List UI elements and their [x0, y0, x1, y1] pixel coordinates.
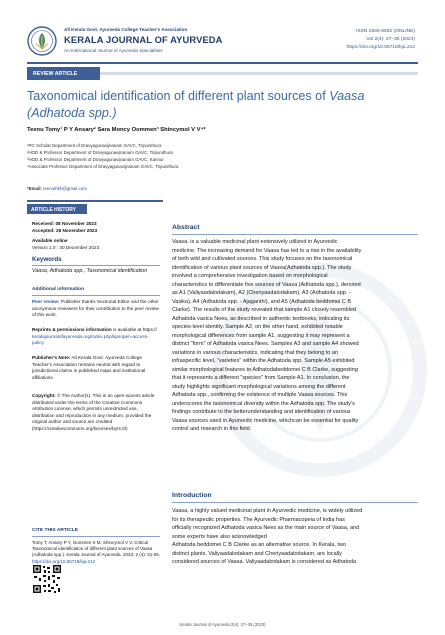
intro-line: officially recognized Adhatoda vasica Nees as the main source of Vaasa, and — [172, 525, 360, 531]
cite-heading: CITE THIS ARTICLE — [32, 528, 79, 533]
reprints-link[interactable]: keralajournalofayurveda.org/index.php/kja/open-access-policy — [32, 333, 149, 346]
abstract-line: Vaasa, is a valuable medicinal plant extensively utilized in Ayurvedic — [172, 239, 338, 245]
affiliation-1: ¹PG Scholar Department of Dravyagunavijnanam GAVC, Tripunithura — [27, 143, 162, 148]
abstract-line: that it represents a different "species" from Sample A1. In conclusion, the — [172, 375, 350, 381]
header-divider — [27, 62, 418, 64]
doi-link[interactable]: https://doi.org/10.55718/kja.212 — [346, 45, 415, 50]
cite-divider — [32, 536, 160, 537]
abstract-line: species-level identity. Sample A2, on the other hand, exhibited notable — [172, 324, 343, 330]
affiliation-2: ²HOD & Professor Department of Dravyagunavijnanam GAVC, Tripunithura — [27, 150, 173, 155]
received-date: Received: 08 November 2023 — [32, 221, 97, 226]
additional-info-divider — [32, 295, 160, 296]
intro-line: for its therapeutic properties. The Ayurvedic Pharmacopeia of India has — [172, 516, 345, 523]
intro-line: some experts have also acknowledged — [172, 533, 267, 540]
intro-line: distinct plants, Valiyaadalodakam and Cheriyaadalodakam, are locally — [172, 550, 342, 557]
review-article-badge: REVIEW ARTICLE — [27, 67, 100, 80]
sidebar-divider — [27, 200, 163, 202]
introduction-divider — [172, 502, 418, 503]
abstract-line: findings contribute to the betterunderstanding and identification of various — [172, 409, 351, 415]
issn: ISSN 2583-6552 (ONLINE) — [356, 29, 415, 34]
abstract-line: Adhatoda vasica Nees, as described in authentic textbooks, indicating its — [172, 315, 350, 322]
abstract-line: involved a comprehensive investigation based on morphological — [172, 273, 328, 279]
abstract-line: identification of various plant sources of Vaasa(Adhatoda spp.). The study — [172, 264, 352, 271]
page-footer: Kerala Journal of Ayurveda 2(4): 27–35 (2023) — [179, 622, 266, 627]
keywords-divider — [32, 265, 160, 266]
affiliation-4: ⁴Associate Professor Department of Dravyagunavijnanam GAVC, Tripunithura — [27, 164, 179, 169]
article-title: Taxonomical identification of different plant sources of Vaasa (Adhatoda spp.) — [27, 89, 365, 120]
journal-logo-icon — [27, 26, 57, 56]
introduction-body — [172, 507, 418, 567]
abstract-line: variations in various characteristics, indicating that they belong to an — [172, 349, 339, 356]
introduction-heading: Introduction — [172, 492, 212, 499]
journal-name: KERALA JOURNAL OF AYURVEDA — [64, 34, 223, 45]
abstract-body — [172, 238, 418, 434]
reprints-note: Reprints & permissions information is available at https:// keralajournalofayurveda.org/index.php/kja/open-access-policy — [32, 327, 157, 346]
intro-line: Adhatoda beddomei C B Clarke as an alternative source. In Kerala, two — [172, 542, 346, 548]
available-online: Available online — [32, 238, 68, 243]
abstract-line: Clarke). The results of the study revealed that sample A1 closely resembled — [172, 307, 356, 313]
abstract-line: Vaasa sources used in Ayurvedic medicine, whichcan be essential for quality — [172, 417, 359, 424]
abstract-line: Adhatoda spp., confirming the existence of multiple Vaasa sources. This — [172, 392, 348, 398]
abstract-line: medicine. The increasing demand for Vaasa has led to a rise in the availability — [172, 247, 362, 254]
version-info: Version 1.0 : 30 December 2023 — [32, 245, 100, 250]
abstract-line: study highlights significant morphological variations among the different — [172, 383, 346, 390]
keywords-heading: Keywords — [32, 256, 62, 263]
intro-line: considered sources of Vaasa. Valiyaadalodakam is considered as Adhatoda — [172, 559, 357, 565]
abstract-line: similar morphological features to Adhatodabeddomei C B Clarke, suggesting — [172, 366, 358, 373]
affiliation-3: ³HOD & Professor Department of Dravyagunavijnanam GAVC, Kannur — [27, 157, 164, 162]
abstract-divider — [172, 234, 418, 235]
abstract-line: underscores the taxonomical diversity within the Adhatoda spp. The study's — [172, 400, 355, 407]
abstract-line: Vasika), A4 (Adhatoda spp. - Ajaganthi), and A5 (Adhatoda beddomei C B — [172, 298, 352, 305]
peer-review-note: Peer review: Publisher thanks Sectional Editor and the other anonymous reviewers for their contribution to the peer review of this work. — [32, 299, 159, 318]
article-history-badge: ARTICLE HISTORY — [27, 204, 87, 214]
abstract-line: of both wild and cultivated sources. This study focuses on the taxonomical — [172, 256, 353, 262]
publisher-note: Publisher's Note: All Kerala Govt. Ayurveda College Teacher's Association remains neutral with regard to jurisdictional claims in published maps and institutional affiliations. — [32, 355, 146, 380]
additional-info-heading: Additional information — [32, 287, 85, 292]
journal-subtitle: An International Journal of Ayurveda Specialities — [64, 48, 163, 53]
abstract-line: as A1 (Valiyaadalodakam), A2 (Cheriyaadalodakam), A3 (Adhatoda spp. - — [172, 290, 351, 296]
copyright-note: Copyright: © The Author(s). This is an open-access article distributed under the terms of the Creative Commons Attribution License, which permits unrestricted use, distribution and reproduction in any medium, provided the original author and source are credited (https://creativecommons.org/licenses/by/4.0/) — [32, 393, 155, 431]
intro-line: Vaasa, a highly valued medicinal plant in Ayurvedic medicine, is widely utilized — [172, 508, 363, 514]
badge-divider — [100, 72, 418, 75]
citation-text: Tomy T, Ansary P Y, Oommen S M, Shincymol V V. Critical Taxonomical identification of different plant sources of Vaasa (Adhatoda spp.). Kerala Journal of Ayurveda. 2023; 2 (4): 01-05. https://doi.org/10.55718/kja.212 — [32, 540, 160, 564]
volume-info: Vol 2(4): 27–35 (2023) — [366, 37, 415, 42]
abstract-line: morphological differences from sample A1, suggesting it may represent a — [172, 332, 350, 339]
citation-doi-link[interactable]: https://doi.org/10.55718/kja.212 — [32, 558, 96, 564]
abstract-line: distinct "form" of Adhatoda vasica Nees. Samples A3 and sample A4 showed — [172, 341, 359, 347]
abstract-line: infraspecific level, "varieties" within the Adhatoda spp. Sample A5 exhibited — [172, 358, 355, 364]
accepted-date: Accepted: 26 November 2023 — [32, 228, 98, 233]
abstract-line: characteristics to differentiate five sources of Vaasa (Adhatoda spp.), denoted — [172, 281, 361, 288]
author-list: Teenu Tomy¹ P Y Ansary² Sara Moncy Oommen³ Shincymol V V⁴* — [27, 127, 206, 133]
corresponding-email: *Email: teenuthkh@gmail.com — [27, 186, 87, 191]
association-name: All Kerala Govt. Ayurveda College Teacher's Association — [64, 27, 188, 32]
abstract-line: control and research in this field. — [172, 426, 252, 432]
keywords-list: Vaasa, Adhatoda spp., Taxonomical identification — [32, 268, 148, 274]
abstract-heading: Abstract — [172, 224, 200, 231]
qr-code-icon[interactable] — [32, 564, 62, 594]
email-link[interactable]: teenuthkh@gmail.com — [43, 186, 87, 191]
